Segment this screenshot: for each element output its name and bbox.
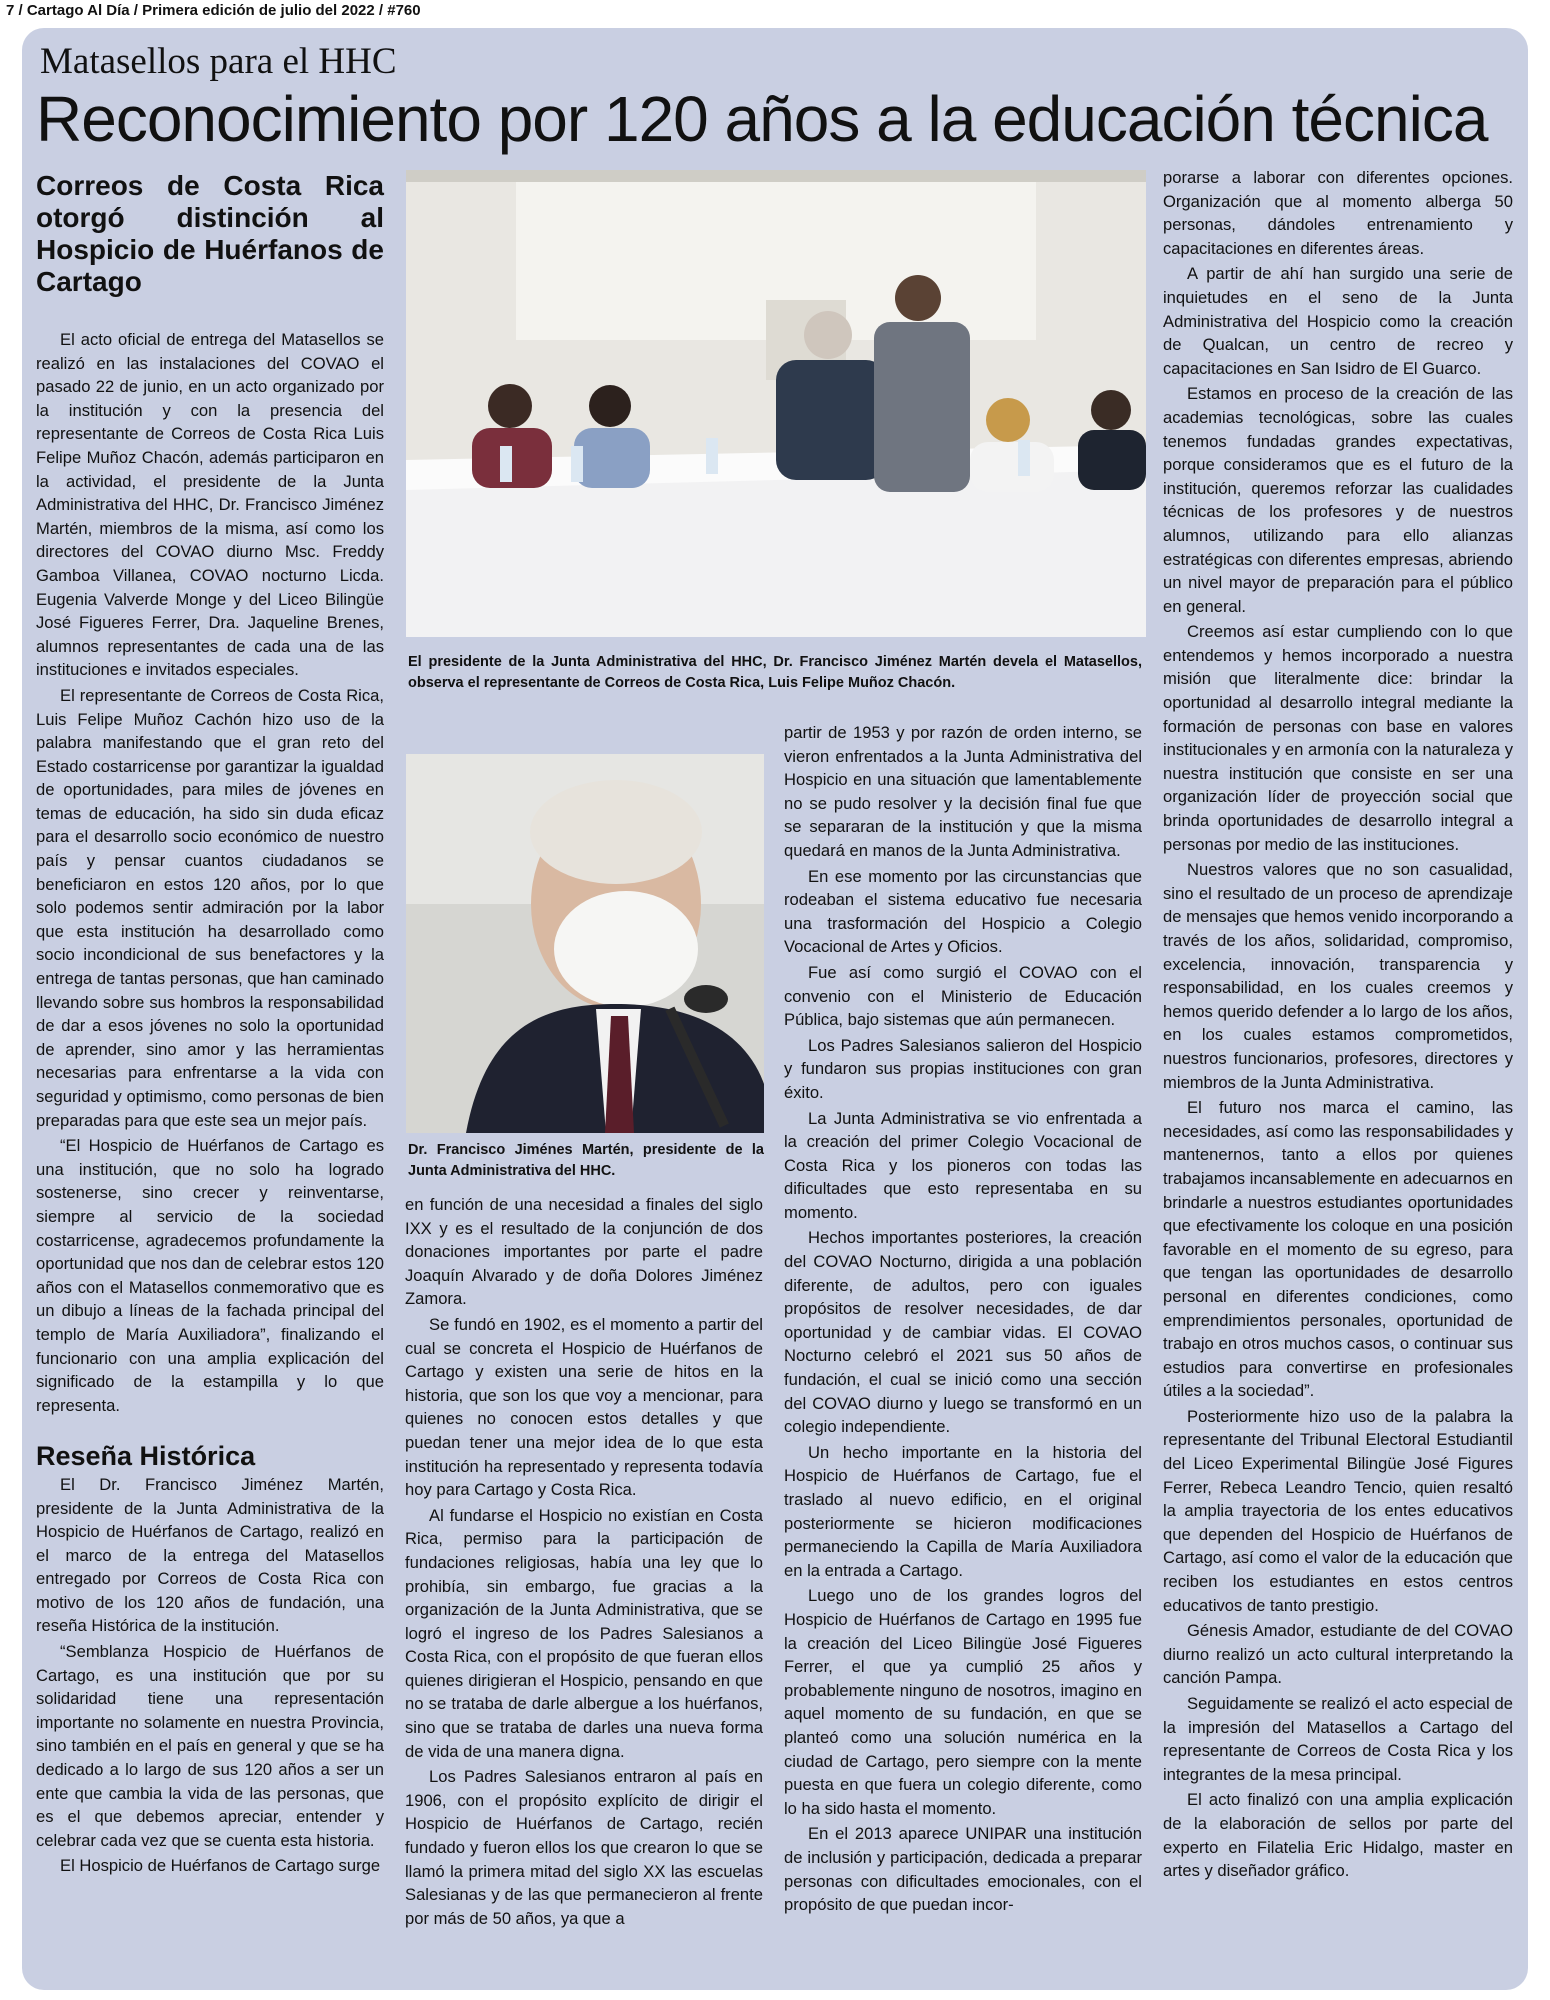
paragraph: Los Padres Salesianos entraron al país en 1906, con el propósito explícito de dirigir el Hospicio de Huérfanos de Cartago, recién fundado y fueron ellos los que crearon lo que se llamó la primera mitad del siglo XX las escuelas Salesianas y de las que permanecieron al frente por más de 50 años, ya que a <box>405 1767 763 1928</box>
paragraph: Nuestros valores que no son casualidad, sino el resultado de un proceso de aprendizaje de mensajes que hemos venido incorporando a través de los años, solidaridad, compromiso, excelencia, innovación, transparencia y responsabilidad, en los cuales creemos y hemos querido defender a lo largo de los años, en los cuales estamos comprometidos, nuestros funcionarios, profesores, directores y miembros de la Junta Administrativa. <box>1163 860 1513 1092</box>
paragraph: partir de 1953 y por razón de orden interno, se vieron enfrentados a la Junta Administrativa del Hospicio en una situación que lamentablemente no se pudo resolver y la decisión final fue que se separaran de la institución y que la misma quedará en manos de la Junta Administrativa. <box>784 723 1142 860</box>
paragraph: El Hospicio de Huérfanos de Cartago surge <box>60 1856 381 1876</box>
paragraph: En el 2013 aparece UNIPAR una institución de inclusión y participación, dedicada a preparar personas con dificultades emocionales, con el propósito de que puedan incor- <box>784 1824 1142 1915</box>
paragraph: Seguidamente se realizó el acto especial de la impresión del Matasellos a Cartago del representante de Correos de Costa Rica y los integrantes de la mesa principal. <box>1163 1694 1513 1784</box>
photo2-caption: Dr. Francisco Jiménes Martén, presidente de la Junta Administrativa del HHC. <box>408 1142 764 1179</box>
paragraph: Hechos importantes posteriores, la creación del COVAO Nocturno, dirigida a una población diferente, de adultos, pero con iguales propósitos de resolver necesidades, de dar oportunidad y de cambiar vidas. El COVAO Nocturno celebró el 2021 sus 50 años de fundación, el cual se inició como una sección del COVAO diurno y luego se transformó en un colegio independiente. <box>784 1228 1142 1437</box>
subhead: Correos de Costa Rica otorgó distinción al Hospicio de Huérfanos de Cartago <box>36 170 384 297</box>
folio-line: 7 / Cartago Al Día / Primera edición de julio del 2022 / #760 <box>6 2 421 19</box>
paragraph: El representante de Correos de Costa Rica, Luis Felipe Muñoz Cachón hizo uso de la palabra manifestando que el gran reto del Estado costarricense por garantizar la igualdad de oportunidades, para miles de jóvenes en temas de educación, ha sido sin duda eficaz para el desarrollo socio económico de nuestro país y pensar cuantos ciudadanos se beneficiaron en estos 120 años, por lo que solo podemos sentir admiración por la labor que esta institución ha desarrollado como socio incondicional de sus benefactores y la entrega de tantas personas, que han caminado llevando sobre sus hombros la responsabilidad de dar a esos jóvenes no solo la oportunidad de aprender, sino amor y las herramientas necesarias para enfrentarse a la vida con seguridad y optimismo, como personas de bien preparadas para que este sea un mejor país. <box>36 685 384 1130</box>
portrait-photo <box>406 754 764 1133</box>
paragraph: porarse a laborar con diferentes opciones. Organización que al momento alberga 50 personas, dándoles entrenamiento y capacitaciones en diferentes áreas. <box>1163 168 1513 258</box>
paragraph: Génesis Amador, estudiante de del COVAO diurno realizó un acto cultural interpretando la canción Pampa. <box>1163 1621 1513 1688</box>
paragraph: El Dr. Francisco Jiménez Martén, presidente de la Junta Administrativa de la Hospicio de Huérfanos de Cartago, realizó en el marco de la entrega del Matasellos entregado por Correos de Costa Rica con motivo de los 120 años de fundación, una reseña Histórica de la institución. <box>36 1474 384 1636</box>
paragraph: El acto oficial de entrega del Matasellos se realizó en las instalaciones del COVAO el pasado 22 de junio, en un acto organizado por la institución y con la presencia del representante de Correos de Costa Rica Luis Felipe Muñoz Chacón, además participaron en la actividad, el presidente de la Junta Administrativa del HHC, Dr. Francisco Jiménez Martén, miembros de la misma, así como los directores del COVAO diurno Msc. Freddy Gamboa Villanea, COVAO nocturno Licda. Eugenia Valverde Monge y del Liceo Bilingüe José Figueres Ferrer, Dra. Jaqueline Brenes, alumnos representantes de cada una de las instituciones e invitados especiales. <box>36 330 384 680</box>
paragraph: Un hecho importante en la historia del Hospicio de Huérfanos de Cartago, fue el traslado al nuevo edificio, en el original posteriormente se hicieron modificaciones permaneciendo la Capilla de María Auxiliadora en la entrada a Cartago. <box>784 1442 1142 1580</box>
paragraph: Estamos en proceso de la creación de las academias tecnológicas, sobre las cuales tenemos fundadas grandes expectativas, porque consideramos que es el futuro de la institución, queremos reforzar las cualidades técnicas de los profesores y de nuestros alumnos, utilizando para ello alianzas estratégicas con diferentes empresas, abriendo un nivel mayor de preparación para el público en general. <box>1163 384 1513 616</box>
paragraph: “El Hospicio de Huérfanos de Cartago es una institución, que no solo ha logrado sostenerse, sino crecer y reinventarse, siempre al servicio de la sociedad costarricense, agradecemos profundamente la oportunidad que nos dan de celebrar estos 120 años con el Matasellos conmemorativo que es un dibujo a líneas de la fachada principal del templo de María Auxiliadora”, finalizando el funcionario con una amplia explicación del significado de la estampilla y lo que representa. <box>36 1136 384 1415</box>
paragraph: A partir de ahí han surgido una serie de inquietudes en el seno de la Junta Administrativa del Hospicio como la creación de Qualcan, un centro de recreo y capacitaciones en San Isidro de El Guarco. <box>1163 264 1513 378</box>
column-1 <box>36 170 384 1880</box>
ceremony-photo <box>406 170 1146 637</box>
column-4 <box>1163 166 1513 1885</box>
section-title: Reseña Histórica <box>36 1441 256 1472</box>
portrait-photo-image <box>406 754 764 1133</box>
paragraph: Se fundó en 1902, es el momento a partir del cual se concreta el Hospicio de Huérfanos de Cartago y existen una serie de hitos en la historia, que son los que voy a mencionar, para quienes no conocen estos detalles y que puedan tener una mejor idea de lo que esta institución ha representado y representa todavía hoy para Cartago y Costa Rica. <box>405 1314 763 1500</box>
paragraph: La Junta Administrativa se vio enfrentada a la creación del primer Colegio Vocacional de Costa Rica y los pioneros con todas las dificultades que esto representaba en su momento. <box>784 1108 1142 1222</box>
paragraph: Posteriormente hizo uso de la palabra la representante del Tribunal Electoral Estudiantil del Liceo Experimental Bilingüe José Figures Ferrer, Rebeca Leandro Tencio, quien resaltó la amplia trayectoria de los entes educativos que dependen del Hospicio de Huérfanos de Cartago, así como el valor de la educación que reciben los estudiantes en estos centros educativos de tanto prestigio. <box>1163 1406 1513 1615</box>
paragraph: Fue así como surgió el COVAO con el convenio con el Ministerio de Educación Pública, bajo sistemas que aún permanecen. <box>784 962 1142 1030</box>
paragraph: El acto finalizó con una amplia explicación de la elaboración de sellos por parte del experto en Filatelia Eric Hidalgo, master en artes y diseñador gráfico. <box>1163 1790 1513 1881</box>
paragraph: En ese momento por las circunstancias que rodeaban el sistema educativo fue necesaria una trasformación del Hospicio a Colegio Vocacional de Artes y Oficios. <box>784 866 1142 957</box>
paragraph: en función de una necesidad a finales del siglo IXX y es el resultado de la conjunción de dos donaciones importantes por parte el padre Joaquín Alvarado y de doña Dolores Jiménez Zamora. <box>405 1195 763 1309</box>
ceremony-photo-image <box>406 170 1146 637</box>
column-3 <box>784 721 1142 1919</box>
headline: Reconocimiento por 120 años a la educación técnica <box>36 83 1488 155</box>
paragraph: Creemos así estar cumpliendo con lo que entendemos y hemos incorporado a nuestra misión que literalmente dice: brindar la oportunidad al desarrollo integral mediante la formación de personas con base en valores institucionales y en armonía con la naturaleza y nuestra institución que consiste en ser una organización líder de proyección social que brinda oportunidades de desarrollo integral a personas por medio de las instituciones. <box>1163 622 1513 854</box>
paragraph: Luego uno de los grandes logros del Hospicio de Huérfanos de Cartago en 1995 fue la creación del Liceo Bilingüe José Figueres Ferrer, el que ya cumplió 25 años y probablemente ninguno de nosotros, imagino en aquel momento de su fundación, en que se planteó como una solución numérica en la ciudad de Cartago, pero siempre con la mente puesta en que fuera un colegio diferente, como lo ha sido hasta el momento. <box>784 1586 1142 1818</box>
paragraph: Al fundarse el Hospicio no existían en Costa Rica, permiso para la participación de fundaciones religiosas, había una ley que lo prohibía, sin embargo, fue gracias a la organización de la Junta Administrativa, que se logró el ingreso de los Padres Salesianos a Costa Rica, con el propósito de que fueran ellos quienes dirigieran el Hospicio, pensando en que no se trataba de darle albergue a los huérfanos, sino que se trataba de darles una nueva forma de vida de una manera digna. <box>405 1505 763 1761</box>
column-2 <box>405 1193 763 1932</box>
paragraph: “Semblanza Hospicio de Huérfanos de Cartago, es una institución que por su solidaridad tiene una representación importante no solamente en nuestra Provincia, sino también en el país en general y que se ha dedicado a lo largo de sus 120 años a ser un ente que cambia la vida de las personas, que es el que debemos apreciar, entender y celebrar cada vez que se cuenta esta historia. <box>36 1642 384 1850</box>
paragraph: El futuro nos marca el camino, las necesidades, así como las responsabilidades y mantenernos, tanto a ellos por quienes trabajamos incansablemente en adecuarnos en brindarle a nuestros estudiantes oportunidades que efectivamente los coloque en una posición favorable en el momento de su egreso, para que tengan las oportunidades de desarrollo personal en diferentes condiciones, como emprendimientos personales, oportunidad de trabajo en otros muchos casos, o continuar sus estudios para convertirse en profesionales útiles a la sociedad”. <box>1163 1098 1513 1401</box>
paragraph: Los Padres Salesianos salieron del Hospicio y fundaron sus propias instituciones con gran éxito. <box>784 1035 1142 1102</box>
photo1-caption: El presidente de la Junta Administrativa del HHC, Dr. Francisco Jiménez Martén devela el Matasellos, observa el representante de Correos de Costa Rica, Luis Felipe Muñoz Chacón. <box>408 654 1142 691</box>
kicker: Matasellos para el HHC <box>40 41 397 82</box>
